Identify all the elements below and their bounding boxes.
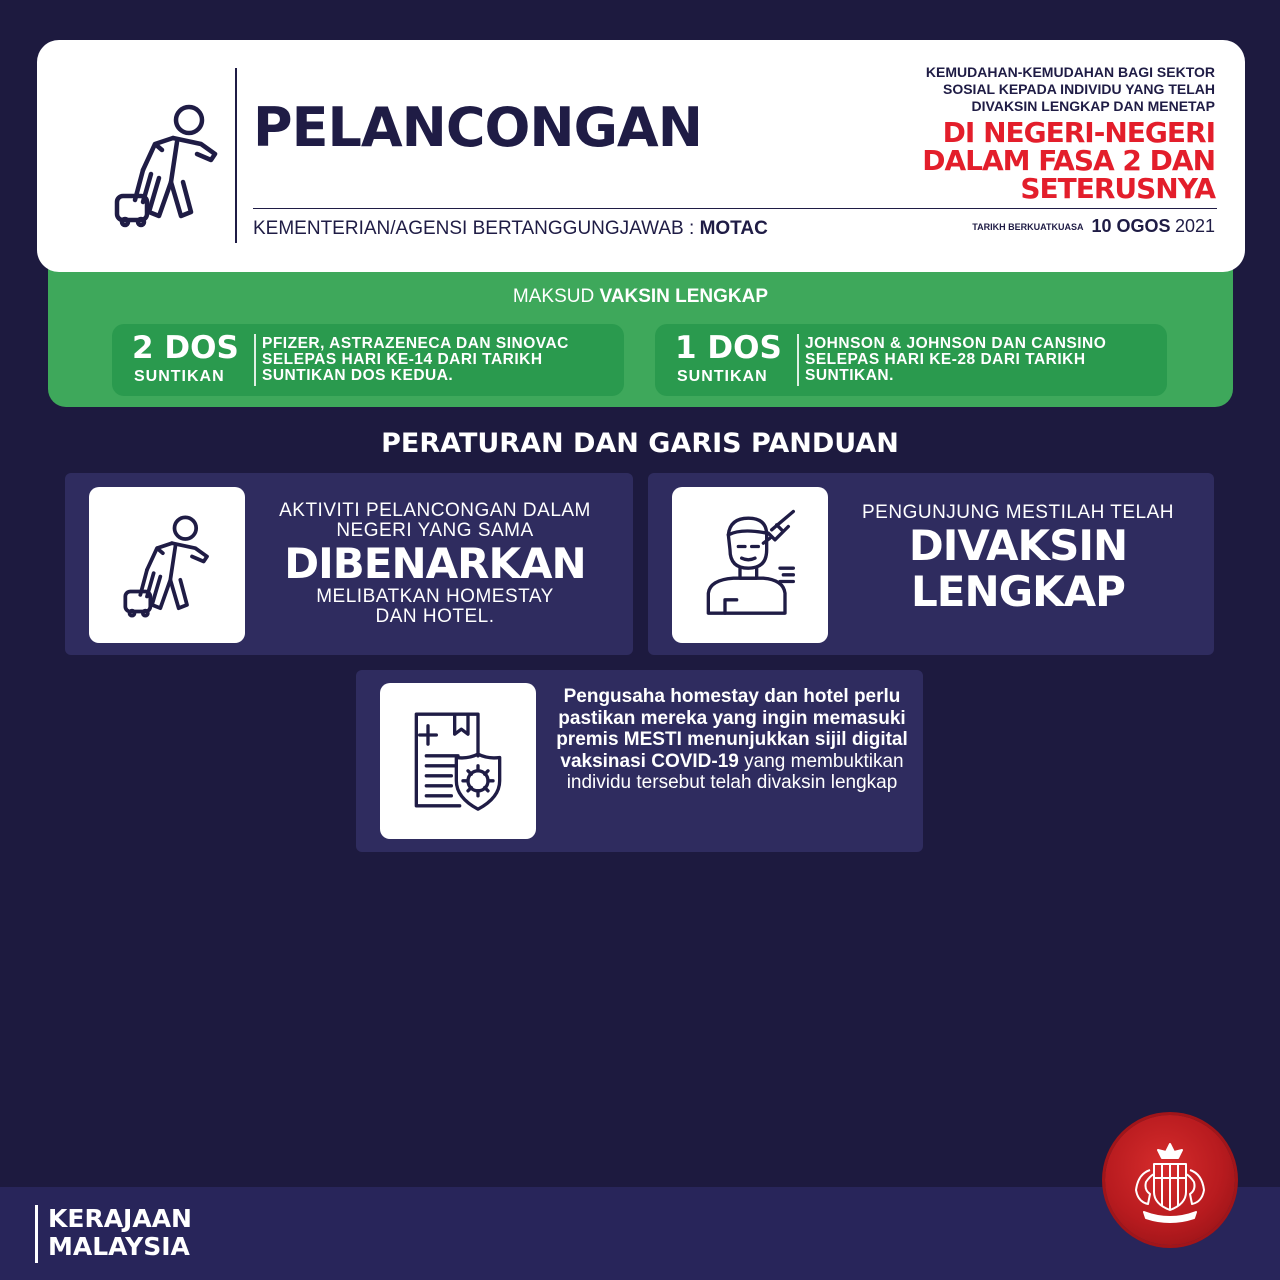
vaccine-title-bold: VAKSIN LENGKAP [599, 286, 769, 307]
effective-date [972, 216, 1215, 237]
vaccinated-person-icon [700, 509, 800, 619]
icon-box [380, 683, 536, 839]
dose-label: SUNTIKAN [677, 368, 768, 385]
panel-text [552, 686, 912, 794]
dose-box-2-dos [112, 324, 624, 396]
header-right-block [835, 64, 1215, 203]
panel-bold-text: Pengusaha homestay dan hotel perlu pastikan mereka yang ingin memasuki premis MESTI menunjukkan sijil digital vaksinasi COVID-19 [556, 686, 908, 772]
traveler-luggage-icon [117, 509, 217, 619]
ministry-line [253, 218, 768, 240]
dose-divider [254, 334, 256, 386]
header-card [37, 40, 1245, 272]
panel-top-text: AKTIVITI PELANCONGAN DALAM NEGERI YANG SAMA [279, 500, 591, 541]
dose-divider [797, 334, 799, 386]
vaccine-title-prefix: MAKSUD [512, 286, 600, 307]
footer-divider [35, 1205, 38, 1263]
vaccine-definition-band [48, 262, 1233, 407]
footer-brand: KERAJAAN MALAYSIA [48, 1204, 192, 1261]
page-title: PELANCONGAN [253, 96, 702, 159]
panel-top-text: PENGUNJUNG MESTILAH TELAH [862, 502, 1174, 523]
panel-text [838, 503, 1198, 615]
panel-big-word: DIVAKSIN LENGKAP [908, 521, 1128, 616]
rule-panel-fully-vaccinated [648, 473, 1214, 655]
dose-label: SUNTIKAN [134, 368, 225, 385]
effective-date-value: 10 OGOS [1091, 216, 1171, 236]
panel-text [255, 501, 615, 627]
panel-big-word: DIBENARKAN [284, 539, 586, 588]
panel-bottom-text: MELIBATKAN HOMESTAY DAN HOTEL. [316, 586, 554, 627]
footer-bar [0, 1187, 1280, 1280]
dose-description: PFIZER, ASTRAZENECA DAN SINOVAC SELEPAS HARI KE-14 DARI TARIKH SUNTIKAN DOS KEDUA. [262, 335, 569, 384]
ministry-label: KEMENTERIAN/AGENSI BERTANGGUNGJAWAB : [253, 218, 700, 239]
vaccine-definition-title [48, 286, 1233, 308]
header-divider [235, 68, 237, 243]
ministry-name: MOTAC [699, 218, 768, 239]
malaysia-coat-of-arms-icon [1105, 1115, 1235, 1245]
effective-date-label: TARIKH BERKUATKUASA [972, 221, 1084, 232]
effective-date-year: 2021 [1174, 216, 1215, 236]
dose-description: JOHNSON & JOHNSON DAN CANSINO SELEPAS HARI KE-28 DARI TARIKH SUNTIKAN. [805, 335, 1107, 384]
dose-number: 2 DOS [132, 330, 239, 366]
dose-number: 1 DOS [675, 330, 782, 366]
icon-box [672, 487, 828, 643]
icon-box [89, 487, 245, 643]
panel-normal-text: yang membuktikan individu tersebut telah divaksin lengkap [566, 750, 904, 793]
rule-panel-digital-certificate [356, 670, 923, 852]
traveler-luggage-icon [107, 98, 227, 228]
vaccine-certificate-icon [408, 705, 508, 815]
header-subtitle: KEMUDAHAN-KEMUDAHAN BAGI SEKTOR SOSIAL KEPADA INDIVIDU YANG TELAH DIVAKSIN LENGKAP DAN MENETAP [925, 64, 1215, 114]
rules-title: PERATURAN DAN GARIS PANDUAN [381, 428, 899, 459]
header-rule [253, 208, 1217, 209]
dose-box-1-dos [655, 324, 1167, 396]
header-highlight: DI NEGERI-NEGERI DALAM FASA 2 DAN SETERUSNYA [922, 116, 1215, 205]
rule-panel-tourism-allowed [65, 473, 633, 655]
